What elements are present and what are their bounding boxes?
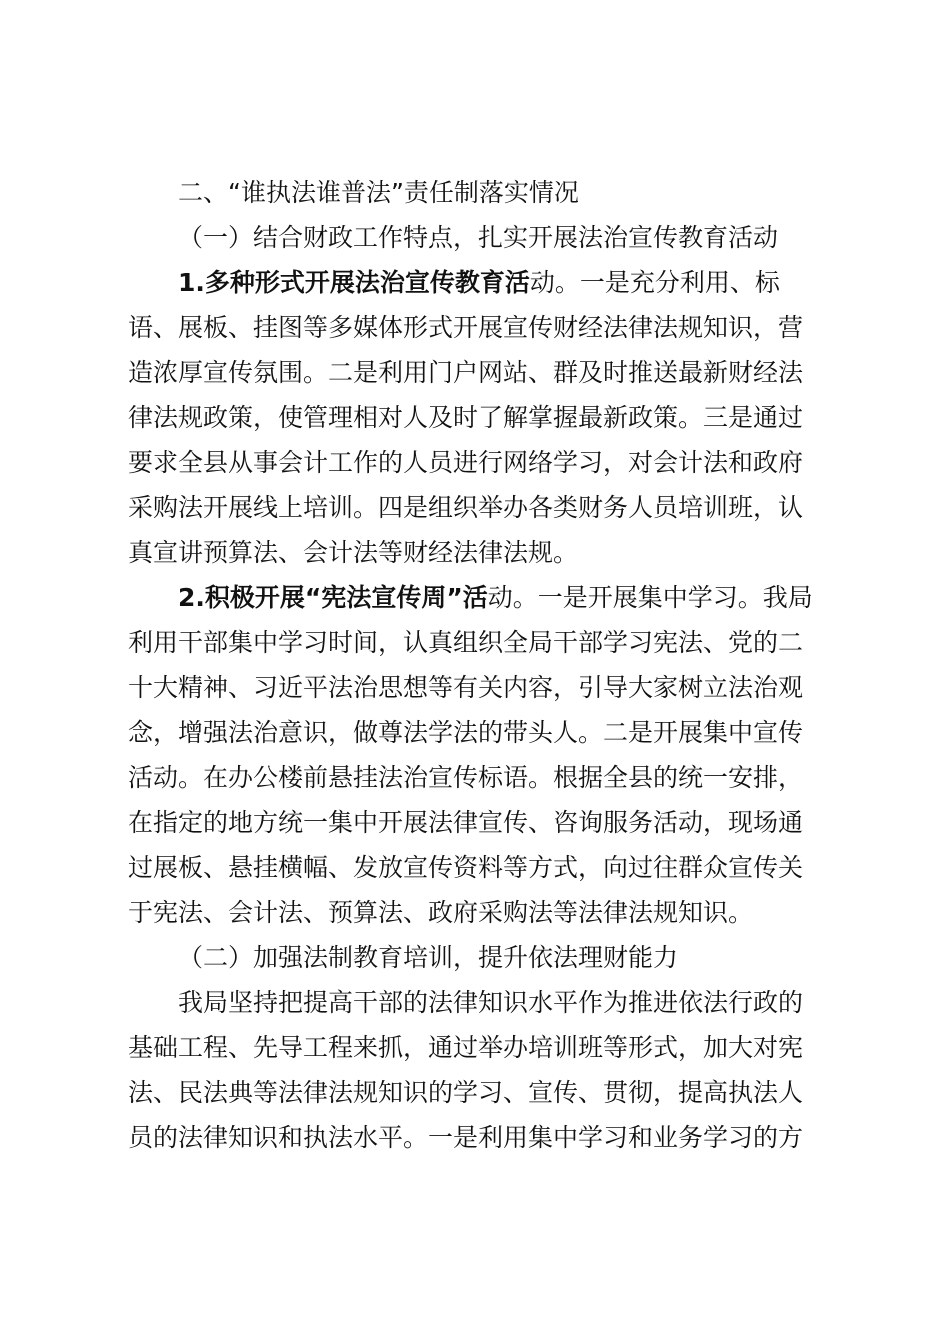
section-heading: 二、“谁执法谁普法”责任制落实情况 [178, 178, 579, 207]
paragraph-3 [128, 980, 828, 1160]
item-2-line-5: 在指定的地方统一集中开展法律宣传、咨询服务活动，现场通 [128, 808, 804, 837]
paragraph-3-line-1: 基础工程、先导工程来抓，通过举办培训班等形式，加大对宪 [128, 1033, 804, 1062]
paragraph-3-line-2: 法、民法典等法律法规知识的学习、宣传、贯彻，提高执法人 [128, 1078, 804, 1107]
subsection-heading-2: （二）加强法制教育培训，提升依法理财能力 [178, 943, 679, 972]
item-1-line-6: 真宣讲预算法、会计法等财经法律法规。 [128, 538, 579, 567]
paragraph-item-1 [128, 260, 828, 575]
item-2-bold-title: 2.积极开展“宪法宣传周”活 [178, 583, 488, 612]
paragraph-line [178, 260, 828, 305]
item-1-line-1: 语、展板、挂图等多媒体形式开展宣传财经法律法规知识，营 [128, 313, 804, 342]
item-1-line-4: 要求全县从事会计工作的人员进行网络学习，对会计法和政府 [128, 448, 804, 477]
item-1-bold-title: 1.多种形式开展法治宣传教育活 [178, 268, 530, 297]
paragraph-3-line-3: 员的法律知识和执法水平。一是利用集中学习和业务学习的方 [128, 1123, 804, 1152]
document-page [128, 170, 828, 1160]
item-1-line-0: 动。一是充分利用、标 [529, 268, 780, 297]
item-2-line-7: 于宪法、会计法、预算法、政府采购法等法律法规知识。 [128, 898, 754, 927]
item-2-line-0: 动。一是开展集中学习。我局 [487, 583, 813, 612]
item-1-line-2: 造浓厚宣传氛围。二是利用门户网站、群及时推送最新财经法 [128, 358, 804, 387]
item-1-line-3: 律法规政策，使管理相对人及时了解掌握最新政策。三是通过 [128, 403, 804, 432]
paragraph-3-line-0: 我局坚持把提高干部的法律知识水平作为推进依法行政的 [178, 988, 804, 1017]
subsection-heading-1: （一）结合财政工作特点，扎实开展法治宣传教育活动 [178, 223, 779, 252]
paragraph-line [178, 575, 828, 620]
item-2-line-3: 念，增强法治意识，做尊法学法的带头人。二是开展集中宣传 [128, 718, 804, 747]
item-2-line-6: 过展板、悬挂横幅、发放宣传资料等方式，向过往群众宣传关 [128, 853, 804, 882]
item-2-line-1: 利用干部集中学习时间，认真组织全局干部学习宪法、党的二 [128, 628, 804, 657]
item-2-line-2: 十大精神、习近平法治思想等有关内容，引导大家树立法治观 [128, 673, 804, 702]
paragraph-item-2 [128, 575, 828, 935]
item-2-line-4: 活动。在办公楼前悬挂法治宣传标语。根据全县的统一安排， [128, 763, 804, 792]
item-1-line-5: 采购法开展线上培训。四是组织举办各类财务人员培训班，认 [128, 493, 804, 522]
